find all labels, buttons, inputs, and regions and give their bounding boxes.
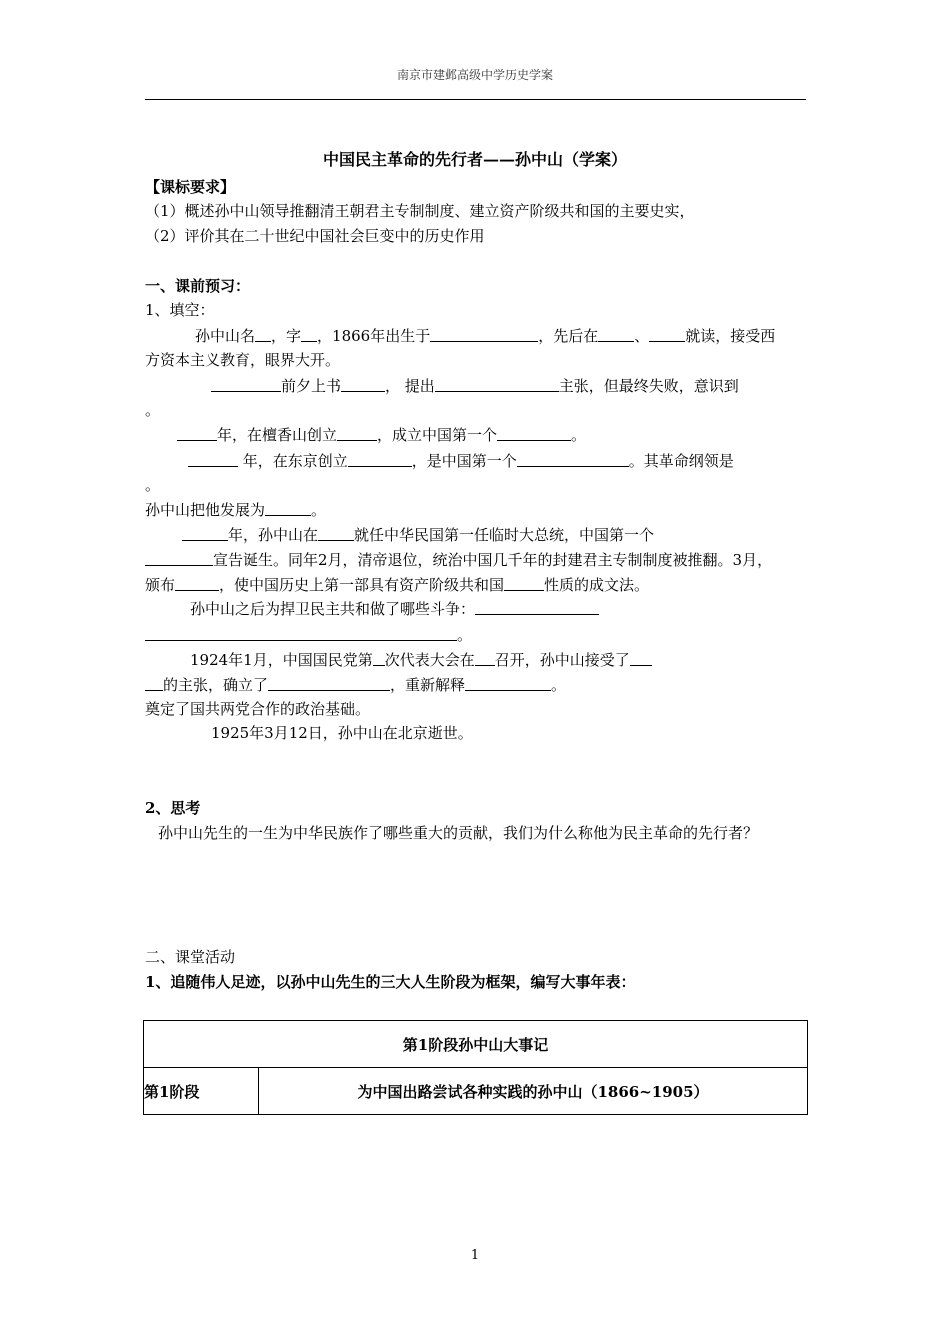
- blank-name[interactable]: [255, 325, 271, 342]
- blank-courtesy-name[interactable]: [301, 325, 317, 342]
- blank-school-2[interactable]: [649, 325, 685, 342]
- blank-year-1[interactable]: [177, 424, 217, 441]
- blank-doctrine[interactable]: [265, 499, 311, 516]
- blank-policy[interactable]: [268, 674, 390, 691]
- blank-struggles-cont[interactable]: [145, 624, 457, 641]
- blank-republic[interactable]: [145, 549, 213, 566]
- fill-line-president: 年，孙中山在 就任中华民国第一任临时大总统，中国第一个: [182, 524, 654, 545]
- blank-accepted-1[interactable]: [630, 649, 652, 666]
- fill-blank-label: 1、填空：: [145, 301, 215, 319]
- fill-line-struggles: 孙中山之后为捍卫民主共和做了哪些斗争：: [190, 598, 599, 619]
- fill-line-constitution: 颁布 ，使中国历史上第一部具有资产阶级共和国 性质的成文法。: [145, 576, 650, 594]
- page-header: 南京市建邺高级中学历史学案: [396, 68, 553, 82]
- table-row: [144, 1021, 808, 1068]
- stage-title: 为中国出路尝试各种实践的孙中山（1866~1905）: [259, 1068, 808, 1115]
- blank-year-3[interactable]: [182, 524, 228, 541]
- fill-line-petition-cont: 。: [145, 401, 161, 419]
- blank-petition-target[interactable]: [341, 375, 385, 392]
- fill-line-tongmenghui-cont: 。: [145, 476, 161, 494]
- blank-first-group[interactable]: [497, 424, 571, 441]
- activity-task: 1、追随伟人足迹，以孙中山先生的三大人生阶段为框架，编写大事年表：: [145, 973, 636, 991]
- page-number: 1: [470, 1248, 480, 1263]
- blank-birthplace[interactable]: [430, 325, 538, 342]
- fill-line-tongmenghui: 年，在东京创立 ，是中国第一个 。其革命纲领是: [188, 450, 734, 471]
- standards-heading: 【课标要求】: [145, 178, 236, 196]
- think-heading: 2、思考: [145, 799, 201, 817]
- document-title: 中国民主革命的先行者——孙中山（学案）: [322, 150, 627, 169]
- fill-line-death: 1925年3月12日，孙中山在北京逝世。: [211, 724, 473, 742]
- standard-item-2: （2）评价其在二十世纪中国社会巨变中的历史作用: [145, 227, 485, 245]
- blank-year-2[interactable]: [188, 450, 238, 467]
- table-caption: 第1阶段孙中山大事记: [144, 1021, 808, 1068]
- fill-line-revive-china: 年，在檀香山创立 ，成立中国第一个 。: [177, 424, 586, 445]
- blank-school-1[interactable]: [598, 325, 634, 342]
- blank-law[interactable]: [175, 574, 219, 591]
- fill-line-birth: 孙中山名 ，字 ，1866年出生于 ，先后在 、 就读，接受西: [195, 327, 776, 345]
- blank-congress-city[interactable]: [475, 649, 495, 666]
- blank-organization-1[interactable]: [337, 424, 377, 441]
- blank-proposal[interactable]: [435, 375, 559, 392]
- blank-accepted-2[interactable]: [145, 674, 163, 691]
- fill-line-congress: 1924年1月，中国国民党第 次代表大会在 召开，孙中山接受了: [190, 649, 652, 670]
- blank-event[interactable]: [211, 375, 281, 392]
- standard-item-1: （1）概述孙中山领导推翻清王朝君主专制制度、建立资产阶级共和国的主要史实，: [145, 202, 695, 220]
- blank-first-party[interactable]: [517, 450, 629, 467]
- fill-line-cooperation: 奠定了国共两党合作的政治基础。: [145, 700, 371, 718]
- fill-line-birth-cont: 方资本主义教育，眼界大开。: [145, 351, 341, 369]
- blank-nature[interactable]: [504, 574, 544, 591]
- fill-line-doctrine: 孙中山把他发展为 。: [145, 501, 327, 519]
- events-table: [143, 1020, 808, 1115]
- blank-city[interactable]: [318, 524, 354, 541]
- fill-line-republic: 宣告诞生。同年2月，清帝退位，统治中国几千年的封建君主专制制度被推翻。3月，: [145, 549, 772, 570]
- table-row: [144, 1068, 808, 1115]
- think-question: 孙中山先生的一生为中华民族作了哪些重大的贡献，我们为什么称他为民主革命的先行者？: [158, 824, 759, 842]
- preview-heading: 一、课前预习：: [145, 277, 251, 295]
- fill-line-policy: 的主张，确立了 ，重新解释 。: [145, 674, 566, 695]
- blank-reinterpret[interactable]: [465, 674, 551, 691]
- fill-line-struggles-cont: 。: [145, 624, 472, 645]
- blank-congress-number[interactable]: [373, 649, 385, 666]
- stage-label: 第1阶段: [144, 1068, 259, 1115]
- header-divider: [145, 99, 806, 100]
- fill-line-petition: 前夕上书 ， 提出 主张，但最终失败，意识到: [211, 375, 739, 396]
- blank-organization-2[interactable]: [348, 450, 412, 467]
- blank-struggles[interactable]: [475, 598, 599, 615]
- activity-heading: 二、课堂活动: [145, 948, 236, 966]
